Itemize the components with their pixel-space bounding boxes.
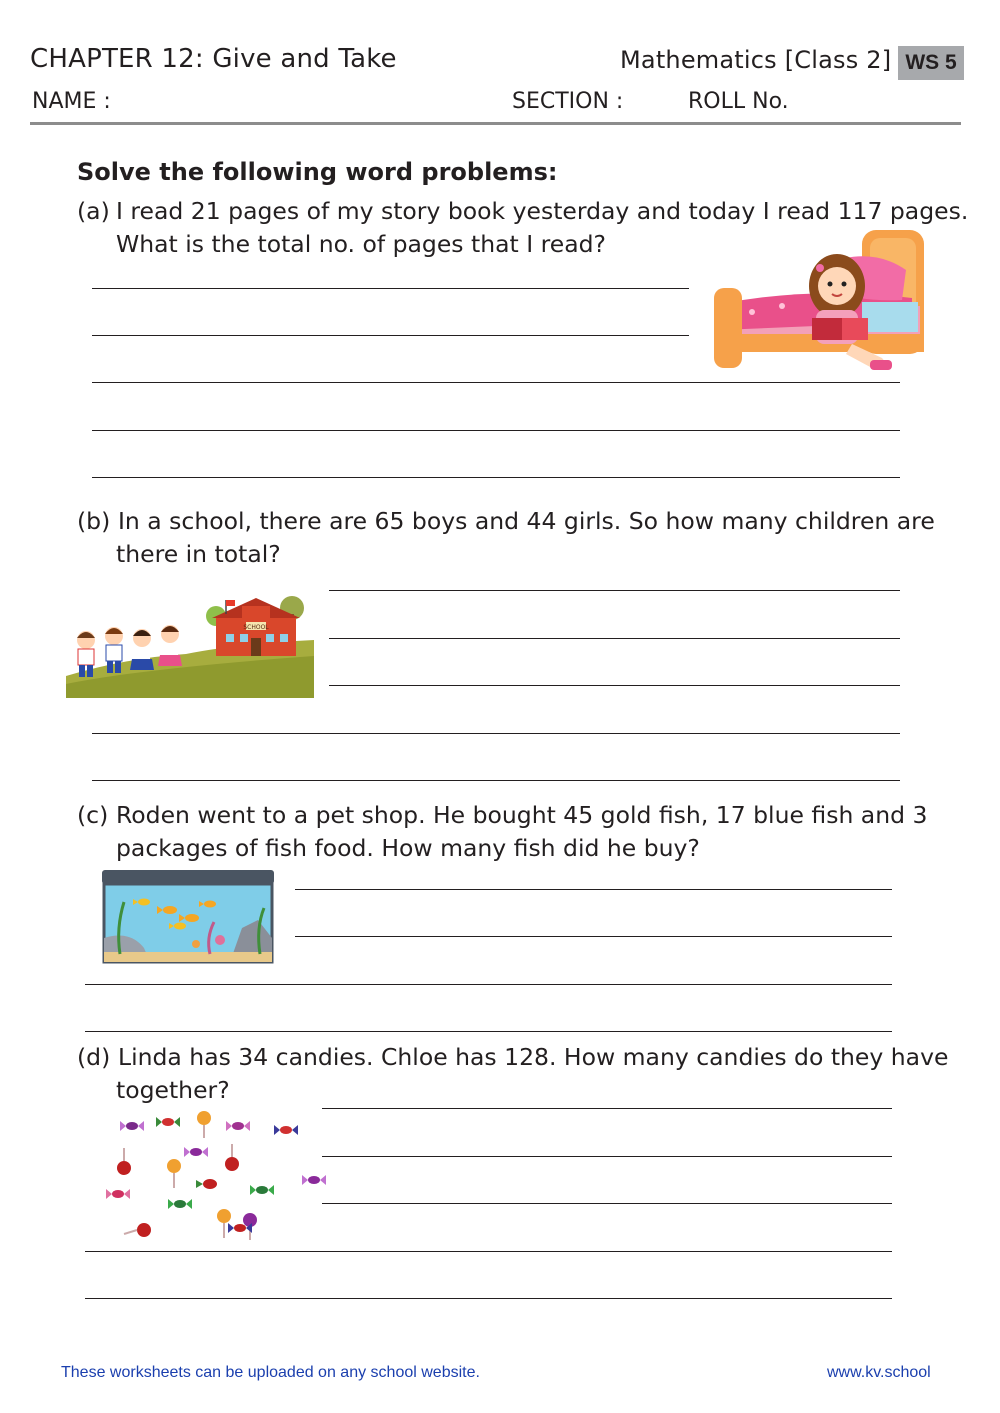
footer-website-link[interactable]: www.kv.school xyxy=(827,1364,931,1381)
question-c-text-2: packages of fish food. How many fish did he buy? xyxy=(116,834,700,862)
question-a-label: (a) xyxy=(77,197,110,225)
roll-label: ROLL No. xyxy=(688,89,789,114)
school-children-illustration xyxy=(66,594,314,700)
question-b-label: (b) xyxy=(77,507,111,535)
question-a-text-1: I read 21 pages of my story book yesterday and today I read 117 pages. xyxy=(116,197,969,225)
answer-line[interactable] xyxy=(92,288,689,289)
answer-line[interactable] xyxy=(85,984,892,985)
question-d-label: (d) xyxy=(77,1043,111,1071)
answer-line[interactable] xyxy=(295,936,892,937)
answer-line[interactable] xyxy=(85,1298,892,1299)
answer-line[interactable] xyxy=(92,430,900,431)
answer-line[interactable] xyxy=(92,733,900,734)
answer-line[interactable] xyxy=(92,477,900,478)
question-b-text-2: there in total? xyxy=(116,540,281,568)
answer-line[interactable] xyxy=(329,638,900,639)
school-sign: SCHOOL xyxy=(243,624,269,631)
answer-line[interactable] xyxy=(295,889,892,890)
answer-line[interactable] xyxy=(92,335,689,336)
answer-line[interactable] xyxy=(329,685,900,686)
answer-line[interactable] xyxy=(92,780,900,781)
header-divider xyxy=(30,122,961,125)
answer-line[interactable] xyxy=(85,1031,892,1032)
answer-line[interactable] xyxy=(322,1203,892,1204)
question-c-label: (c) xyxy=(77,801,109,829)
question-d-text-2: together? xyxy=(116,1076,230,1104)
answer-line[interactable] xyxy=(322,1156,892,1157)
footer-note: These worksheets can be uploaded on any school website. xyxy=(61,1364,480,1381)
girl-reading-illustration xyxy=(712,226,930,374)
answer-line[interactable] xyxy=(85,1251,892,1252)
answer-line[interactable] xyxy=(329,590,900,591)
question-d-text-1: Linda has 34 candies. Chloe has 128. How many candies do they have xyxy=(118,1043,949,1071)
candies-illustration xyxy=(100,1104,332,1246)
worksheet-badge: WS 5 xyxy=(898,46,964,80)
subject-title: Mathematics [Class 2] xyxy=(620,46,892,74)
fish-tank-illustration xyxy=(100,868,276,968)
instructions: Solve the following word problems: xyxy=(77,158,558,186)
name-label: NAME : xyxy=(32,89,111,114)
question-c-text-1: Roden went to a pet shop. He bought 45 gold fish, 17 blue fish and 3 xyxy=(116,801,928,829)
answer-line[interactable] xyxy=(322,1108,892,1109)
answer-line[interactable] xyxy=(92,382,900,383)
question-b-text-1: In a school, there are 65 boys and 44 girls. So how many children are xyxy=(118,507,935,535)
section-label: SECTION : xyxy=(512,89,624,114)
question-a-text-2: What is the total no. of pages that I read? xyxy=(116,230,607,258)
chapter-title: CHAPTER 12: Give and Take xyxy=(30,44,397,74)
